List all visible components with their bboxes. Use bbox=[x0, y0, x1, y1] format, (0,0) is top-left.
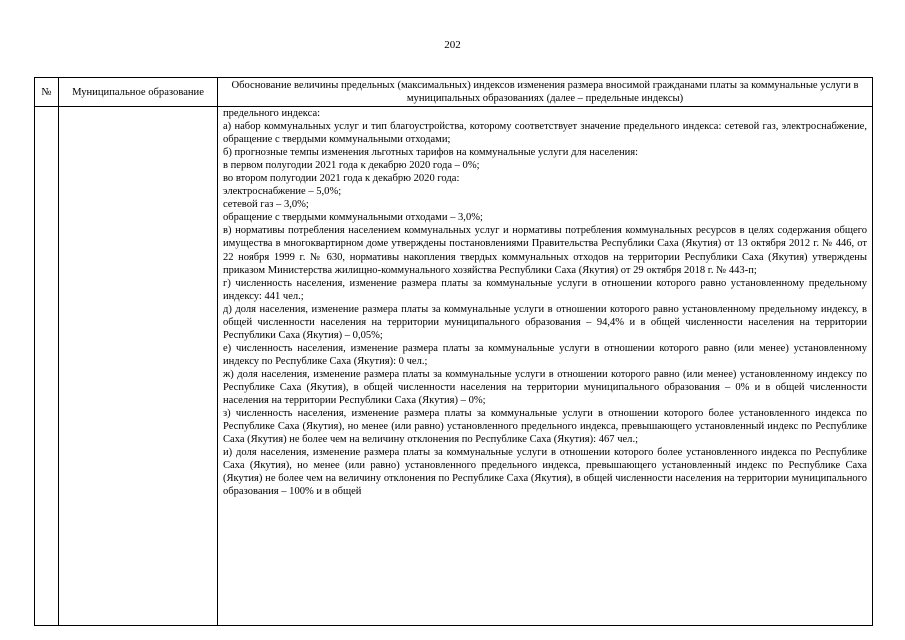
paragraph: г) численность населения, изменение размера платы за коммунальные услуги в отношении которого равно установленному предельному индексу: 441 чел.; bbox=[223, 277, 867, 302]
paragraph: ж) доля населения, изменение размера платы за коммунальные услуги в отношении которого равно (или менее) установленному индексу по Республике Саха (Якутия), в общей численности населения на территории муниципального образования – 0% и в общей численности населения на территории Республики Саха (Якутия) – 0%; bbox=[223, 368, 867, 407]
paragraph: и) доля населения, изменение размера платы за коммунальные услуги в отношении которого более установленного индекса по Республике Саха (Якутия), но менее (или равно) установленного предельного индекса, превышающего установленный индекс по Республике Саха (Якутия) не более чем на величину отклонения по Республике Саха (Якутия), в общей численности населения на территории муниципального образования – 100% и в общей bbox=[223, 447, 867, 498]
paragraph: е) численность населения, изменение размера платы за коммунальные услуги в отношении которого равно (или менее) установленному индексу по Республике Саха (Якутия): 0 чел.; bbox=[223, 342, 867, 367]
header-number: № bbox=[35, 78, 59, 107]
header-municipality: Муниципальное образование bbox=[59, 78, 218, 107]
page-number: 202 bbox=[444, 39, 461, 51]
paragraph: предельного индекса: bbox=[223, 108, 321, 119]
paragraph: а) набор коммунальных услуг и тип благоустройства, которому соответствует значение предельного индекса: сетевой газ, электроснабжение, обращение с твердыми коммунальными отходами; bbox=[223, 121, 867, 146]
justification-text bbox=[218, 107, 872, 625]
justification-table bbox=[34, 77, 873, 626]
header-justification: Обоснование величины предельных (максимальных) индексов изменения размера вносимой гражданами платы за коммунальные услуги в муниципальных образованиях (далее – предельные индексы) bbox=[218, 78, 873, 107]
paragraph: электроснабжение – 5,0%; bbox=[223, 186, 342, 198]
cell-justification bbox=[218, 107, 873, 626]
table-row bbox=[35, 107, 873, 626]
paragraph: в) нормативы потребления населением коммунальных услуг и нормативы потребления коммунальных ресурсов в целях содержания общего имущества в многоквартирном доме утверждены постановлениями Правительства Республики Саха (Якутия) от 13 октября 2012 г. № 446, от 22 ноября 1999 г. № 630, нормативы накопления твердых коммунальных отходов на территории Республики Саха (Якутия) утверждены приказом Министерства жилищно-коммунального хозяйства Республики Саха (Якутия) от 29 октября 2018 г. № 443-п; bbox=[223, 225, 867, 276]
cell-number bbox=[35, 107, 59, 626]
paragraph: д) доля населения, изменение размера платы за коммунальные услуги в отношении которого равно установленному предельному индексу, в общей численности населения на территории муниципального образования – 94,4% и в общей численности населения на территории Республики Саха (Якутия) – 0,05%; bbox=[223, 303, 867, 341]
cell-municipality bbox=[59, 107, 218, 626]
paragraph: з) численность населения, изменение размера платы за коммунальные услуги в отношении которого более установленного индекса по Республике Саха (Якутия), но менее (или равно) установленного предельного индекса, превышающего установленный индекс по Республике Саха (Якутия) не более чем на величину отклонения по Республике Саха (Якутия): 467 чел.; bbox=[223, 408, 867, 446]
paragraph: б) прогнозные темпы изменения льготных тарифов на коммунальные услуги для населения: bbox=[223, 147, 639, 159]
paragraph: сетевой газ – 3,0%; bbox=[223, 199, 309, 211]
paragraph: в первом полугодии 2021 года к декабрю 2020 года – 0%; bbox=[223, 160, 480, 172]
paragraph: во втором полугодии 2021 года к декабрю 2020 года: bbox=[223, 173, 460, 185]
paragraph: обращение с твердыми коммунальными отходами – 3,0%; bbox=[223, 212, 483, 224]
table-header-row bbox=[35, 78, 873, 107]
